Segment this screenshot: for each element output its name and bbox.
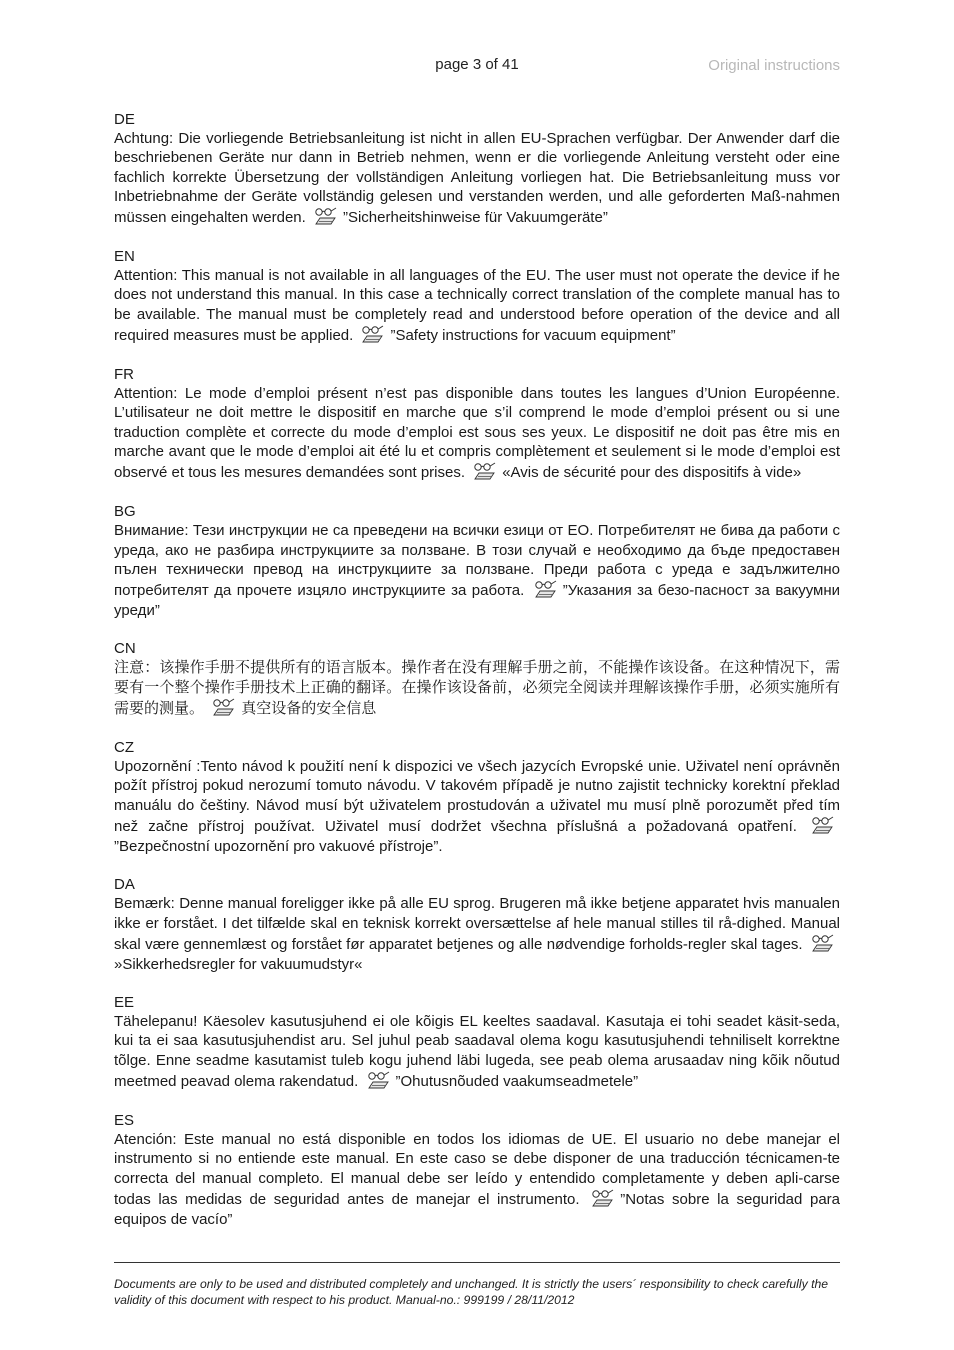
notice-body: Bemærk: Denne manual foreligger ikke på alle EU sprog. Brugeren må ikke betjene apparatet hvis manualen ikke er forstået. I det tilfælde skal en teknisk korrekt oversættelse af hele manual stilles til rå-dighed. Manual skal være gennemlæst og forstået før apparatet betjenes og alle nødvendige forholds-regler skal tages.: [114, 895, 840, 953]
notice-body: Tähelepanu! Käesolev kasutusjuhend ei ole kõigis EL keeltes saadaval. Kasutaja ei tohi seadet käsit-seda, kui ta ei saa kasutusjuhendist aru. Sel juhul peab saadaval olema kogu kasutusjuhendi tehniliselt korrektne tõlge. Enne seadme kasutamist tuleb kogu juhend läbi lugeda, see peab olema arusaadav ning kõik nõutud meetmed peavad olema rakendatud.: [114, 1013, 840, 1091]
notice-text: [114, 894, 840, 974]
language-code: EE: [114, 994, 135, 1012]
notice-text: [114, 658, 840, 719]
safety-reference: ”Sicherheitshinweise für Vakuumgeräte”: [342, 209, 608, 227]
notice-text: [114, 757, 840, 856]
notice-text: [114, 1130, 840, 1229]
notice-body: Attention: Le mode d’emploi présent n’est pas disponible dans toutes les langues d’Union Européenne. L’utilisateur ne doit mettre le dispositif en marche que s’il comprend le mode d’emploi présent ou si une traduction complète et correcte du mode d’emploi est sous ses yeux. Le dispositif ne doit pas être mis en marche avant que le mode d’emploi ait été lu et compris complètement et seulement si le mode d’emploi est observé et tous les mesures demandées sont prises.: [114, 385, 840, 482]
language-code: DE: [114, 111, 135, 128]
language-code: BG: [114, 503, 136, 521]
language-code: FR: [114, 366, 134, 384]
glasses-book-icon: [472, 461, 498, 483]
glasses-book-icon: [810, 815, 836, 837]
glasses-book-icon: [810, 933, 836, 955]
original-instructions-label: Original instructions: [708, 57, 840, 74]
language-code: DA: [114, 876, 135, 894]
notice-de: [114, 110, 840, 228]
notice-en: [114, 247, 840, 346]
notice-ee: [114, 993, 840, 1092]
safety-reference: ”Bezpečnostní upozornění pro vakuové přístroje”.: [114, 837, 443, 855]
notice-cz: [114, 738, 840, 856]
glasses-book-icon: [366, 1070, 392, 1092]
language-code: EN: [114, 248, 135, 266]
safety-reference: ”Safety instructions for vacuum equipment”: [390, 327, 676, 345]
notice-text: [114, 384, 840, 483]
glasses-book-icon: [360, 324, 386, 346]
notice-bg: [114, 502, 840, 620]
glasses-book-icon: [590, 1188, 616, 1210]
notice-text: [114, 266, 840, 346]
notice-body: Attention: This manual is not available in all languages of the EU. The user must not operate the device if he does not understand this manual. In this case a technically correct translation of the complete manual has to be available. The manual must be completely read and understood before operation of the device and all required measures must be applied.: [114, 267, 840, 345]
notice-body: Achtung: Die vorliegende Betriebsanleitung ist nicht in allen EU-Sprachen verfügbar. Der Anwender darf die beschriebenen Geräte nur dann in Betrieb nehmen, wenn er die vorliegende Anleitung versteht oder eine fachlich korrekte Übersetzung der vollständigen Anleitung vorliegen hat. Die Betriebsanleitung muss vor Inbetriebnahme der Geräte vollständig gelesen und verstanden werden, und alle geforderten Maß-nahmen müssen eingehalten werden.: [114, 130, 840, 227]
footer-divider: [114, 1262, 840, 1263]
notice-fr: [114, 365, 840, 483]
language-code: CZ: [114, 739, 134, 757]
safety-reference: ”Указания за безо-пасност за вакуумни уреди”: [114, 582, 841, 620]
notice-text: [114, 521, 840, 620]
glasses-book-icon: [211, 697, 237, 719]
footer-disclaimer: Documents are only to be used and distributed completely and unchanged. It is strictly the users´ responsibility to check carefully the validity of this document with respect to his product. Manual-no.: 999199 / 28/11/2012: [114, 1277, 829, 1307]
safety-reference: 真空设备的安全信息: [241, 700, 377, 718]
glasses-book-icon: [533, 579, 559, 601]
language-code: CN: [114, 640, 136, 658]
language-code: ES: [114, 1112, 135, 1130]
notice-body: Внимание: Тези инструкции не са преведени на всички езици от ЕО. Потребителят не бива да работи с уреда, ако не разбира инструкциите за ползване. В този случай е необходимо да бъде предоставен пълен технически превод на инструкциите за ползване. Преди работа с уреда е задължително потребителят да прочете изцяло инструкциите за работа.: [114, 522, 840, 600]
page-number: page 3 of 41: [435, 56, 519, 73]
notice-body: Upozornění :Tento návod k použití není k dispozici ve všech jazycích Evropské unie. Uživatel není oprávněn požít přístroj pokud nerozumí tomuto návodu. V takovém případě je nutno zajistit technicky korektní překlad manuálu do češtiny. Návod musí být uživatelem prostudován a uživatel mu musí plně porozumět před tím než začne přístroj používat. Uživatel musí dodržet všechna příslušná a požadovaná opatření.: [114, 758, 840, 835]
safety-reference: »Sikkerhedsregler for vakuumudstyr«: [114, 955, 363, 973]
safety-reference: ”Ohutusnõuded vaakumseadmetele”: [395, 1073, 639, 1091]
notice-body: 注意：该操作手册不提供所有的语言版本。操作者在没有理解手册之前，不能操作该设备。在这种情况下，需要有一个整个操作手册技术上正确的翻译。在操作该设备前，必须完全阅读并理解该操作手册，必须实施所有需要的测量。: [114, 659, 840, 718]
notice-text: [114, 1012, 840, 1092]
notice-text: [114, 129, 840, 228]
glasses-book-icon: [313, 206, 339, 228]
notice-body: Atención: Este manual no está disponible en todos los idiomas de UE. El usuario no debe manejar el instrumento si no entiende este manual. En este caso se debe disponer de una traducción técnicamen-te correcta del manual completo. El manual debe ser leído y entendido completamente y deben apli-carse todas las medidas de seguridad antes de manejar el instrumento.: [114, 1131, 840, 1208]
notice-es: [114, 1111, 840, 1229]
notice-cn: [114, 639, 840, 719]
notice-da: [114, 875, 840, 974]
safety-reference: ”Notas sobre la seguridad para equipos de vacío”: [114, 1190, 841, 1228]
language-notices: [114, 110, 840, 1248]
safety-reference: «Avis de sécurité pour des dispositifs à vide»: [502, 464, 802, 482]
